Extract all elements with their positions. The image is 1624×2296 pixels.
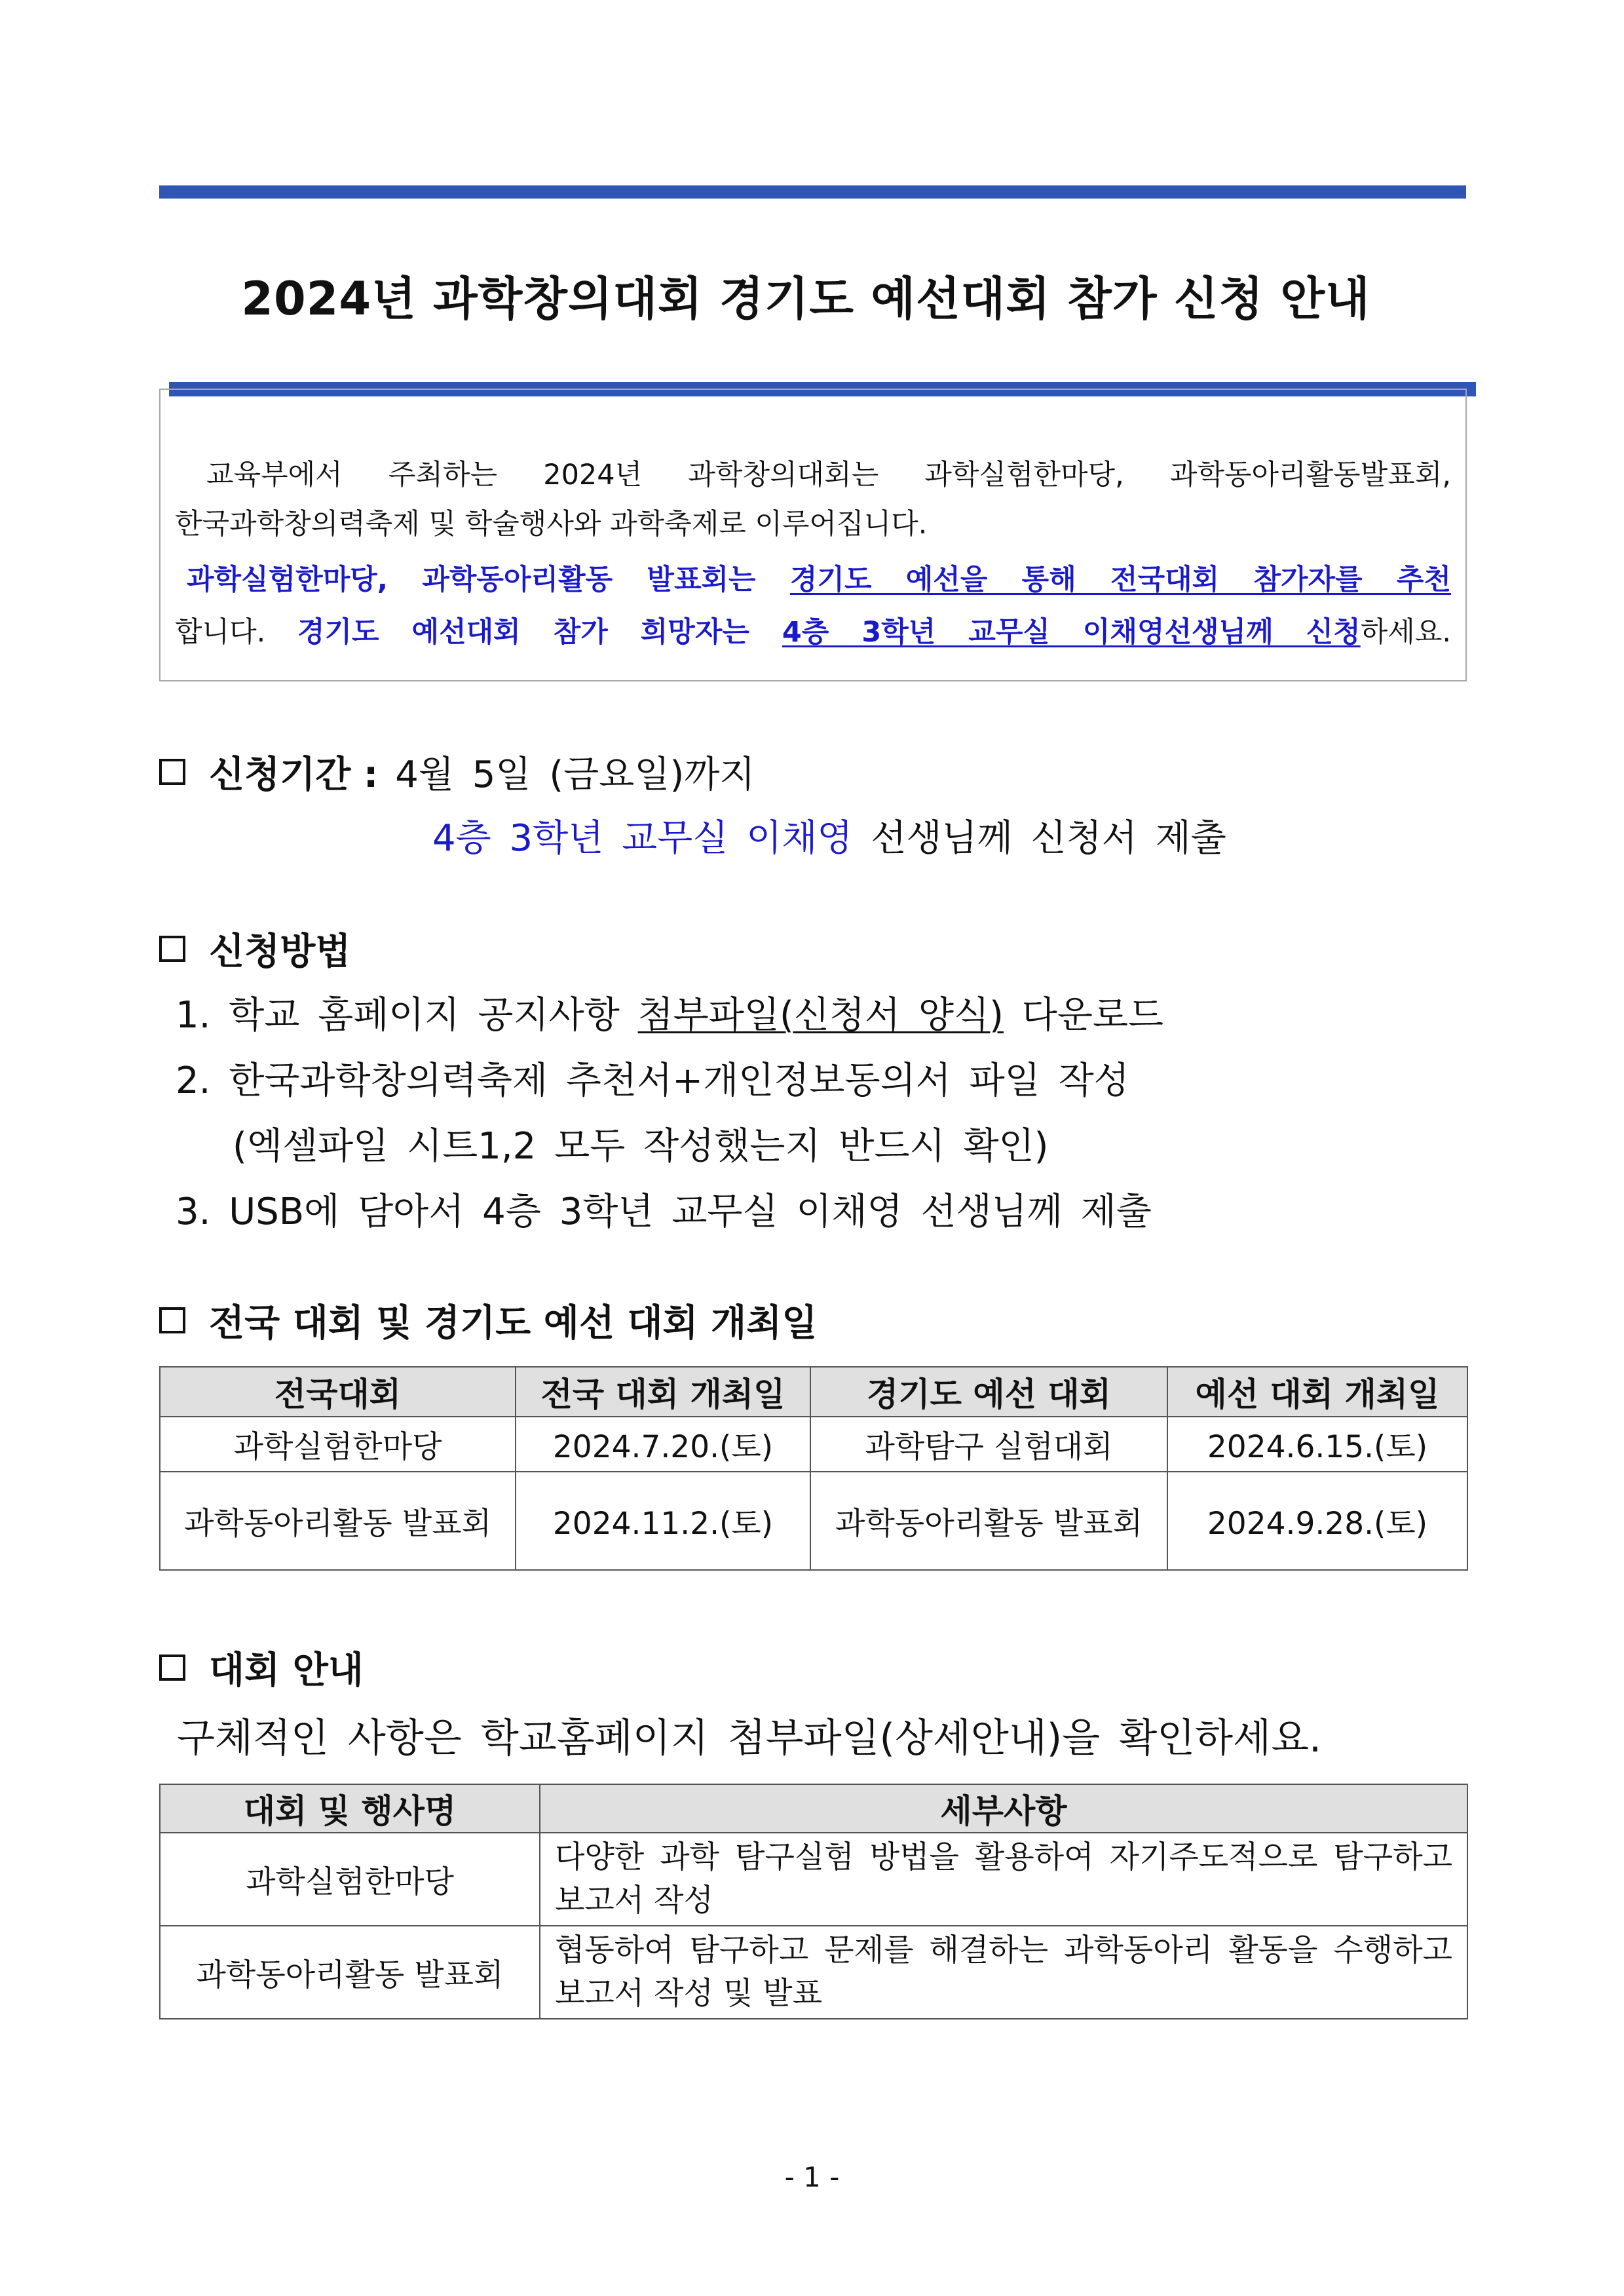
- step-text-underlined: 첨부파일(신청서 양식): [637, 994, 1004, 1037]
- step-text: 다운로드: [1003, 994, 1164, 1037]
- intro-highlight-underlined: 경기도 예선을 통해 전국대회 참가자를 추천: [789, 564, 1451, 596]
- page-number: - 1 -: [784, 2161, 840, 2193]
- table-row: [160, 1417, 1467, 1472]
- intro-box: [159, 389, 1467, 681]
- table-cell: 과학동아리활동 발표회: [810, 1472, 1167, 1570]
- method-step-2: 2. 한국과학창의력축제 추천서+개인정보동의서 파일 작성: [176, 1060, 1129, 1102]
- table-cell: 2024.9.28.(토): [1167, 1472, 1467, 1570]
- table-cell-detail: 협동하여 탐구하고 문제를 해결하는 과학동아리 활동을 수행하고 보고서 작성 및 발표: [540, 1926, 1467, 2019]
- checkbox-square-icon: [159, 1655, 185, 1681]
- intro-highlight: 과학실험한마당, 과학동아리활동 발표회는: [187, 564, 790, 596]
- table-row: [160, 1472, 1467, 1570]
- table-cell: 2024.7.20.(토): [516, 1417, 810, 1472]
- table-header: 경기도 예선 대회: [810, 1367, 1167, 1417]
- intro-line-1: [206, 459, 1451, 491]
- table-cell: 2024.6.15.(토): [1167, 1417, 1467, 1472]
- table-row: [160, 1833, 1467, 1926]
- method-step-3: 3. USB에 담아서 4층 3학년 교무실 이채영 선생님께 제출: [176, 1191, 1152, 1233]
- section-heading: 신청방법: [209, 930, 351, 973]
- table-header: 전국대회: [160, 1367, 516, 1417]
- checkbox-square-icon: [159, 1307, 185, 1333]
- table-header: 세부사항: [540, 1784, 1467, 1833]
- intro-text: 한국과학창의력축제 및 학술행사와 과학축제로 이루어집니다.: [175, 508, 928, 541]
- section-guide: [159, 1641, 364, 1694]
- top-rule: [159, 185, 1466, 199]
- table-cell: 과학동아리활동 발표회: [160, 1472, 516, 1570]
- guide-table: [159, 1784, 1468, 2019]
- checkbox-square-icon: [159, 759, 185, 785]
- page-title: 2024년 과학창의대회 경기도 예선대회 참가 신청 안내: [241, 272, 1370, 326]
- schedule-table: [159, 1366, 1468, 1571]
- intro-text: 교육부에서 주최하는 2024년 과학창의대회는 과학실험한마당, 과학동아리활동발표회,: [206, 459, 1451, 491]
- table-header: 대회 및 행사명: [160, 1784, 540, 1833]
- table-header: 전국 대회 개최일: [516, 1367, 810, 1417]
- intro-text: 하세요.: [1360, 616, 1452, 649]
- intro-line-2: [175, 508, 1451, 541]
- guide-note: 구체적인 사항은 학교홈페이지 첨부파일(상세안내)을 확인하세요.: [177, 1715, 1322, 1761]
- table-cell-detail: 다양한 과학 탐구실험 방법을 활용하여 자기주도적으로 탐구하고 보고서 작성: [540, 1833, 1467, 1926]
- checkbox-square-icon: [159, 936, 185, 962]
- method-step-1: [176, 986, 1163, 1039]
- method-step-2-note: (엑셀파일 시트1,2 모두 작성했는지 반드시 확인): [233, 1125, 1049, 1168]
- table-header-row: [160, 1367, 1467, 1417]
- section-heading: 신청기간 :: [209, 754, 379, 796]
- table-cell: 과학실험한마당: [160, 1417, 516, 1472]
- intro-highlight-underlined: 4층 3학년 교무실 이채영선생님께 신청: [782, 616, 1361, 649]
- table-row: [160, 1926, 1467, 2019]
- intro-text: 합니다.: [175, 616, 297, 649]
- section-method: [159, 923, 350, 975]
- table-cell: 과학동아리활동 발표회: [160, 1926, 540, 2019]
- table-cell: 과학탐구 실험대회: [810, 1417, 1167, 1472]
- section-heading: 대회 안내: [209, 1649, 364, 1692]
- step-text: 1. 학교 홈페이지 공지사항: [176, 994, 638, 1037]
- table-header: 예선 대회 개최일: [1167, 1367, 1467, 1417]
- period-action: 선생님께 신청서 제출: [871, 817, 1226, 860]
- table-cell: 2024.11.2.(토): [516, 1472, 810, 1570]
- section-schedule: [159, 1294, 817, 1347]
- period-value: 4월 5일 (금요일)까지: [395, 754, 755, 796]
- table-header-row: [160, 1784, 1467, 1833]
- intro-highlight: 경기도 예선대회 참가 희망자는: [297, 616, 782, 649]
- period-detail: [432, 809, 1226, 862]
- period-location: 4층 3학년 교무실 이채영: [432, 817, 853, 860]
- section-period: [159, 746, 755, 798]
- section-heading: 전국 대회 및 경기도 예선 대회 개최일: [209, 1302, 818, 1345]
- intro-line-3: [187, 564, 1451, 596]
- table-cell: 과학실험한마당: [160, 1833, 540, 1926]
- intro-line-4: [175, 616, 1451, 649]
